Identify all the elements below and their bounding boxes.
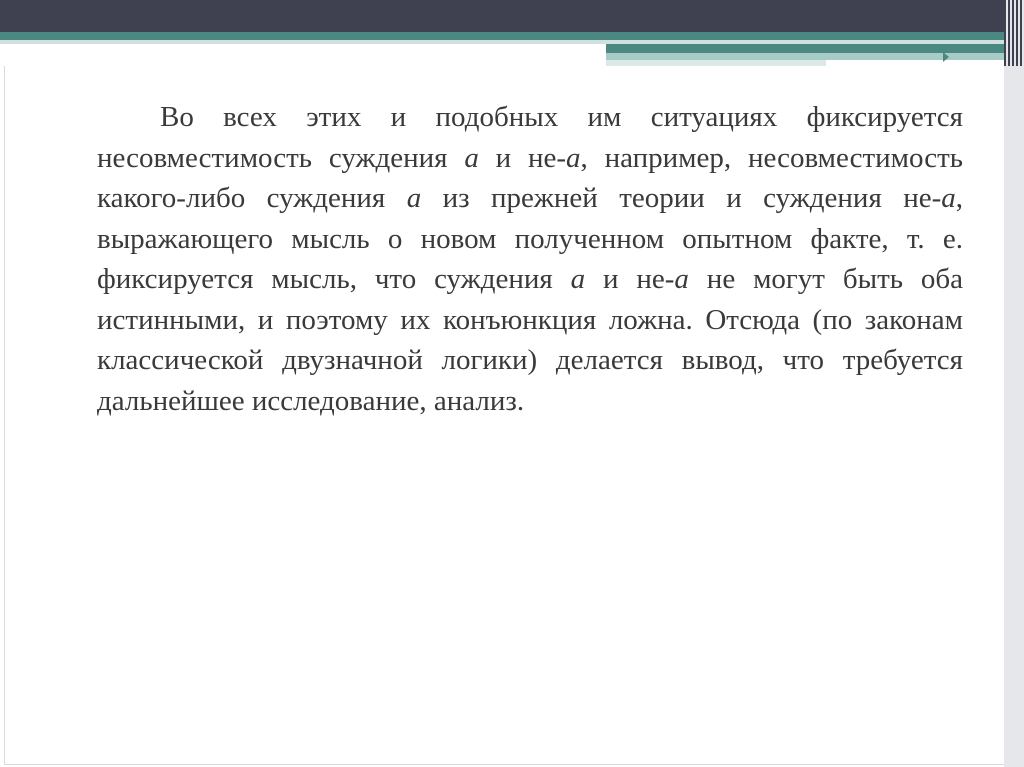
- right-edge-stripes: [1004, 0, 1024, 66]
- text-run: из прежней теории и суждения не-: [421, 182, 942, 214]
- italic-variable: а: [941, 182, 956, 214]
- italic-variable: а: [674, 263, 689, 295]
- text-run: Во всех этих и подобных им ситуациях фиксируется несовместимость суждения: [97, 101, 963, 174]
- italic-variable: а: [406, 182, 422, 214]
- text-run: и не-: [478, 141, 567, 174]
- right-edge-border: [1004, 0, 1024, 767]
- triangle-marker-icon: [943, 52, 949, 62]
- top-decorative-band: [0, 0, 1024, 32]
- italic-variable: а: [570, 263, 586, 295]
- italic-variable: а: [566, 141, 581, 174]
- body-paragraph: [97, 97, 963, 421]
- text-run: не могут быть оба истинными, и поэтому их конъюнкция ложна. Отсюда (по законам классической двузначной логики) делается вывод, что требуется дальнейшее исследование, анализ.: [97, 263, 963, 417]
- text-run: , выражающего мысль о новом полученном опытном факте, т. е. фиксируется мысль, что суждения: [97, 182, 963, 295]
- italic-variable: а: [464, 141, 479, 174]
- text-run: , например, несовместимость какого-либо суждения: [97, 141, 963, 214]
- teal-accent-line: [0, 32, 1010, 40]
- text-run: и не-: [585, 263, 675, 295]
